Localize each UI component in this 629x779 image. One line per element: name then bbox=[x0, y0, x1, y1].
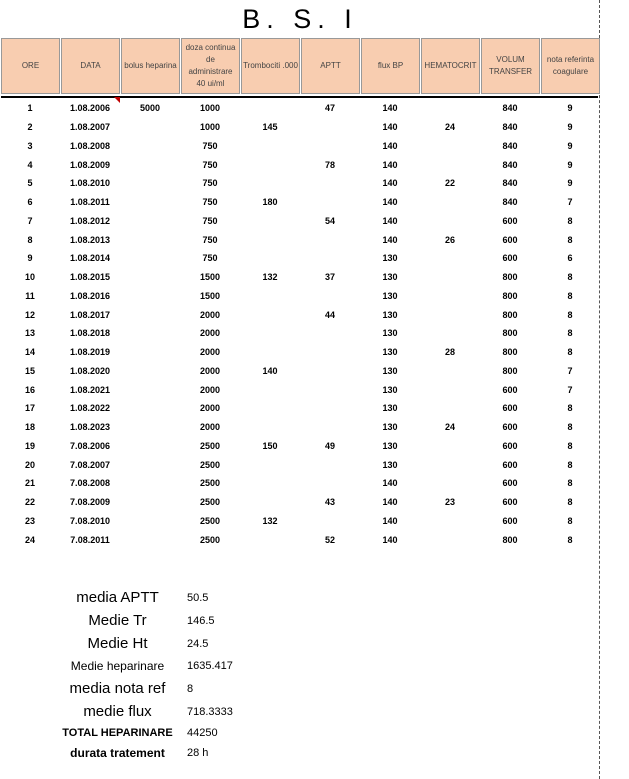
stat-value[interactable]: 44250 bbox=[187, 727, 218, 739]
cell-doza[interactable]: 2500 bbox=[199, 497, 221, 508]
cell-aptt[interactable]: 78 bbox=[324, 159, 335, 170]
cell-volum[interactable]: 600 bbox=[502, 497, 518, 508]
cell-nota[interactable]: 7 bbox=[567, 365, 573, 376]
hdr-flux[interactable]: flux BP bbox=[361, 38, 420, 94]
cell-volum[interactable]: 600 bbox=[502, 253, 518, 264]
cell-data[interactable]: 7.08.2010 bbox=[69, 515, 111, 526]
stat-value[interactable]: 1635.417 bbox=[187, 660, 233, 672]
cell-volum[interactable]: 840 bbox=[502, 178, 518, 189]
stat-row bbox=[50, 632, 250, 655]
cell-ore[interactable]: 21 bbox=[24, 478, 35, 489]
cell-flux[interactable]: 140 bbox=[382, 534, 398, 545]
stat-row bbox=[50, 609, 250, 632]
cell-flux[interactable]: 130 bbox=[382, 253, 398, 264]
cell-ore[interactable]: 6 bbox=[27, 197, 33, 208]
stat-row bbox=[50, 586, 250, 609]
stat-label: Medie Ht bbox=[87, 635, 148, 652]
cell-doza[interactable]: 2500 bbox=[199, 440, 221, 451]
cell-data[interactable]: 1.08.2022 bbox=[69, 403, 111, 414]
cell-flux[interactable]: 140 bbox=[382, 234, 398, 245]
stat-value[interactable]: 28 h bbox=[187, 747, 209, 759]
cell-doza[interactable]: 750 bbox=[202, 253, 218, 264]
cell-data[interactable]: 1.08.2007 bbox=[69, 122, 111, 133]
table-row bbox=[0, 230, 600, 249]
cell-volum[interactable]: 840 bbox=[502, 140, 518, 151]
cell-doza[interactable]: 1500 bbox=[199, 272, 221, 283]
cell-nota[interactable]: 8 bbox=[567, 497, 573, 508]
cell-flux[interactable]: 130 bbox=[382, 365, 398, 376]
table-row bbox=[0, 212, 600, 231]
table-row bbox=[0, 174, 600, 193]
stat-row bbox=[50, 677, 250, 700]
stat-label: media nota ref bbox=[69, 680, 166, 697]
cell-aptt[interactable]: 44 bbox=[324, 309, 335, 320]
cell-flux[interactable]: 130 bbox=[382, 347, 398, 358]
cell-flux[interactable]: 130 bbox=[382, 440, 398, 451]
data-table bbox=[0, 99, 600, 549]
cell-data[interactable]: 7.08.2009 bbox=[69, 497, 111, 508]
hdr-ore[interactable]: ORE bbox=[1, 38, 60, 94]
sheet-title: B. S. I bbox=[242, 4, 358, 34]
cell-data[interactable]: 1.08.2023 bbox=[69, 422, 111, 433]
cell-nota[interactable]: 8 bbox=[567, 272, 573, 283]
hdr-trombociti[interactable]: Trombociti .000 bbox=[241, 38, 300, 94]
table-row bbox=[0, 418, 600, 437]
cell-doza[interactable]: 2000 bbox=[199, 403, 221, 414]
cell-volum[interactable]: 600 bbox=[502, 422, 518, 433]
cell-data[interactable]: 7.08.2008 bbox=[69, 478, 111, 489]
cell-nota[interactable]: 8 bbox=[567, 215, 573, 226]
cell-volum[interactable]: 840 bbox=[502, 159, 518, 170]
cell-data[interactable]: 7.08.2006 bbox=[69, 440, 111, 451]
cell-doza[interactable]: 2000 bbox=[199, 384, 221, 395]
cell-doza[interactable]: 2500 bbox=[199, 515, 221, 526]
table-row bbox=[0, 137, 600, 156]
cell-data[interactable]: 1.08.2017 bbox=[69, 309, 111, 320]
cell-hematocrit[interactable]: 26 bbox=[444, 234, 455, 245]
cell-doza[interactable]: 2000 bbox=[199, 422, 221, 433]
cell-doza[interactable]: 2000 bbox=[199, 347, 221, 358]
cell-nota[interactable]: 8 bbox=[567, 309, 573, 320]
cell-data[interactable]: 1.08.2016 bbox=[69, 290, 111, 301]
cell-nota[interactable]: 8 bbox=[567, 422, 573, 433]
cell-nota[interactable]: 8 bbox=[567, 440, 573, 451]
cell-ore[interactable]: 23 bbox=[24, 515, 35, 526]
cell-hematocrit[interactable]: 23 bbox=[444, 497, 455, 508]
cell-doza[interactable]: 750 bbox=[202, 197, 218, 208]
hdr-doza[interactable]: doza continua de administrare 40 ui/ml bbox=[181, 38, 240, 94]
cell-ore[interactable]: 22 bbox=[24, 497, 35, 508]
table-row bbox=[0, 362, 600, 381]
table-row bbox=[0, 193, 600, 212]
cell-flux[interactable]: 140 bbox=[382, 178, 398, 189]
cell-aptt[interactable]: 47 bbox=[324, 103, 335, 114]
cell-doza[interactable]: 1000 bbox=[199, 122, 221, 133]
cell-volum[interactable]: 600 bbox=[502, 440, 518, 451]
hdr-volum[interactable]: VOLUM TRANSFER bbox=[481, 38, 540, 94]
cell-flux[interactable]: 130 bbox=[382, 384, 398, 395]
cell-volum[interactable]: 800 bbox=[502, 328, 518, 339]
table-row bbox=[0, 305, 600, 324]
cell-flux[interactable]: 140 bbox=[382, 497, 398, 508]
cell-nota[interactable]: 9 bbox=[567, 178, 573, 189]
cell-data[interactable]: 1.08.2018 bbox=[69, 328, 111, 339]
cell-flux[interactable]: 140 bbox=[382, 103, 398, 114]
cell-nota[interactable]: 9 bbox=[567, 103, 573, 114]
cell-flux[interactable]: 140 bbox=[382, 478, 398, 489]
cell-nota[interactable]: 8 bbox=[567, 328, 573, 339]
table-row bbox=[0, 455, 600, 474]
cell-aptt[interactable]: 43 bbox=[324, 497, 335, 508]
cell-flux[interactable]: 130 bbox=[382, 272, 398, 283]
stat-row bbox=[50, 743, 250, 763]
cell-doza[interactable]: 2000 bbox=[199, 328, 221, 339]
cell-flux[interactable]: 130 bbox=[382, 290, 398, 301]
table-row bbox=[0, 530, 600, 549]
table-row bbox=[0, 268, 600, 287]
cell-data[interactable]: 1.08.2011 bbox=[70, 197, 110, 208]
cell-hematocrit[interactable]: 24 bbox=[444, 122, 455, 133]
hdr-nota[interactable]: nota referinta coagulare bbox=[541, 38, 600, 94]
cell-trombociti[interactable]: 132 bbox=[262, 515, 278, 526]
cell-bolus[interactable]: 5000 bbox=[139, 103, 161, 114]
summary-stats bbox=[50, 586, 250, 763]
table-row bbox=[0, 249, 600, 268]
cell-data[interactable]: 1.08.2013 bbox=[69, 234, 111, 245]
cell-hematocrit[interactable]: 22 bbox=[444, 178, 455, 189]
cell-volum[interactable]: 800 bbox=[502, 290, 518, 301]
cell-data[interactable]: 1.08.2020 bbox=[69, 365, 111, 376]
cell-ore[interactable]: 5 bbox=[27, 178, 33, 189]
stat-label: durata tratement bbox=[70, 746, 165, 760]
cell-volum[interactable]: 800 bbox=[502, 365, 518, 376]
table-row bbox=[0, 343, 600, 362]
table-row bbox=[0, 437, 600, 456]
cell-hematocrit[interactable]: 24 bbox=[444, 422, 455, 433]
cell-volum[interactable]: 800 bbox=[502, 347, 518, 358]
stat-label: Medie heparinare bbox=[70, 659, 165, 673]
cell-ore[interactable]: 19 bbox=[24, 440, 35, 451]
cell-data[interactable]: 7.08.2007 bbox=[69, 459, 111, 470]
cell-flux[interactable]: 130 bbox=[382, 328, 398, 339]
cell-ore[interactable]: 3 bbox=[27, 140, 33, 151]
cell-volum[interactable]: 600 bbox=[502, 384, 518, 395]
table-row bbox=[0, 324, 600, 343]
cell-ore[interactable]: 4 bbox=[27, 159, 33, 170]
stat-row bbox=[50, 723, 250, 743]
cell-nota[interactable]: 9 bbox=[567, 122, 573, 133]
table-row bbox=[0, 99, 600, 118]
stat-label: media APTT bbox=[76, 589, 159, 606]
cell-ore[interactable]: 18 bbox=[24, 422, 35, 433]
cell-flux[interactable]: 140 bbox=[382, 515, 398, 526]
cell-doza[interactable]: 1000 bbox=[199, 103, 221, 114]
cell-flux[interactable]: 140 bbox=[382, 215, 398, 226]
cell-data[interactable]: 1.08.2008 bbox=[69, 140, 111, 151]
table-row bbox=[0, 287, 600, 306]
cell-volum[interactable]: 600 bbox=[502, 215, 518, 226]
cell-doza[interactable]: 750 bbox=[202, 140, 218, 151]
stat-label: medie flux bbox=[83, 703, 152, 720]
cell-flux[interactable]: 140 bbox=[382, 140, 398, 151]
cell-nota[interactable]: 9 bbox=[567, 159, 573, 170]
cell-nota[interactable]: 8 bbox=[567, 403, 573, 414]
cell-ore[interactable]: 24 bbox=[24, 534, 35, 545]
cell-trombociti[interactable]: 150 bbox=[262, 440, 278, 451]
cell-ore[interactable]: 8 bbox=[27, 234, 33, 245]
cell-volum[interactable]: 600 bbox=[502, 403, 518, 414]
cell-nota[interactable]: 8 bbox=[567, 234, 573, 245]
cell-volum[interactable]: 600 bbox=[502, 478, 518, 489]
cell-volum[interactable]: 800 bbox=[502, 534, 518, 545]
cell-nota[interactable]: 8 bbox=[567, 478, 573, 489]
cell-trombociti[interactable]: 180 bbox=[262, 197, 278, 208]
stat-value[interactable]: 718.3333 bbox=[187, 705, 233, 718]
table-row bbox=[0, 380, 600, 399]
cell-doza[interactable]: 750 bbox=[202, 159, 218, 170]
cell-aptt[interactable]: 54 bbox=[324, 215, 335, 226]
cell-data[interactable]: 1.08.2014 bbox=[69, 253, 111, 264]
table-row bbox=[0, 118, 600, 137]
cell-volum[interactable]: 840 bbox=[502, 122, 518, 133]
cell-ore[interactable]: 1 bbox=[27, 103, 33, 114]
cell-flux[interactable]: 130 bbox=[382, 403, 398, 414]
cell-volum[interactable]: 840 bbox=[502, 103, 518, 114]
cell-flux[interactable]: 130 bbox=[382, 309, 398, 320]
cell-doza[interactable]: 750 bbox=[202, 234, 218, 245]
cell-data[interactable]: 1.08.2021 bbox=[69, 384, 111, 395]
cell-trombociti[interactable]: 132 bbox=[262, 272, 278, 283]
cell-nota[interactable]: 7 bbox=[567, 384, 573, 395]
cell-volum[interactable]: 600 bbox=[502, 515, 518, 526]
cell-ore[interactable]: 2 bbox=[27, 122, 33, 133]
cell-data[interactable]: 1.08.2010 bbox=[69, 178, 111, 189]
cell-doza[interactable]: 750 bbox=[202, 215, 218, 226]
cell-ore[interactable]: 7 bbox=[27, 215, 33, 226]
cell-volum[interactable]: 600 bbox=[502, 459, 518, 470]
cell-doza[interactable]: 1500 bbox=[199, 290, 221, 301]
cell-nota[interactable]: 9 bbox=[567, 140, 573, 151]
cell-volum[interactable]: 600 bbox=[502, 234, 518, 245]
cell-aptt[interactable]: 49 bbox=[324, 440, 335, 451]
cell-data[interactable]: 1.08.2015 bbox=[69, 272, 111, 283]
cell-ore[interactable]: 17 bbox=[24, 403, 35, 414]
cell-doza[interactable]: 2000 bbox=[199, 309, 221, 320]
cell-volum[interactable]: 800 bbox=[502, 272, 518, 283]
cell-data[interactable]: 1.08.2009 bbox=[69, 159, 111, 170]
hdr-bolus[interactable]: bolus heparina bbox=[121, 38, 180, 94]
stat-value[interactable]: 24.5 bbox=[187, 637, 209, 650]
cell-nota[interactable]: 6 bbox=[567, 253, 573, 264]
cell-hematocrit[interactable]: 28 bbox=[444, 347, 455, 358]
cell-ore[interactable]: 11 bbox=[25, 290, 35, 301]
cell-doza[interactable]: 2500 bbox=[199, 534, 221, 545]
cell-data[interactable]: 7.08.2011 bbox=[70, 534, 110, 545]
table-row bbox=[0, 512, 600, 531]
cell-ore[interactable]: 12 bbox=[24, 309, 35, 320]
cell-ore[interactable]: 15 bbox=[24, 365, 35, 376]
cell-data[interactable]: 1.08.2006 bbox=[69, 103, 111, 114]
cell-doza[interactable]: 2000 bbox=[199, 365, 221, 376]
cell-trombociti[interactable]: 140 bbox=[262, 365, 278, 376]
cell-trombociti[interactable]: 145 bbox=[262, 122, 278, 133]
cell-flux[interactable]: 130 bbox=[382, 459, 398, 470]
cell-nota[interactable]: 8 bbox=[567, 534, 573, 545]
cell-ore[interactable]: 20 bbox=[24, 459, 35, 470]
stat-row bbox=[50, 655, 250, 677]
cell-flux[interactable]: 140 bbox=[382, 197, 398, 208]
hdr-data[interactable]: DATA bbox=[61, 38, 120, 94]
cell-nota[interactable]: 7 bbox=[567, 197, 573, 208]
hdr-hematocrit[interactable]: HEMATOCRIT bbox=[421, 38, 480, 94]
stat-row bbox=[50, 700, 250, 723]
table-row bbox=[0, 399, 600, 418]
cell-data[interactable]: 1.08.2012 bbox=[69, 215, 111, 226]
cell-ore[interactable]: 9 bbox=[27, 253, 33, 264]
table-row bbox=[0, 155, 600, 174]
cell-flux[interactable]: 130 bbox=[382, 422, 398, 433]
cell-ore[interactable]: 16 bbox=[24, 384, 35, 395]
cell-nota[interactable]: 8 bbox=[567, 347, 573, 358]
table-row bbox=[0, 493, 600, 512]
stat-label: TOTAL HEPARINARE bbox=[62, 727, 173, 739]
cell-nota[interactable]: 8 bbox=[567, 290, 573, 301]
table-row bbox=[0, 474, 600, 493]
cell-doza[interactable]: 750 bbox=[202, 178, 218, 189]
cell-doza[interactable]: 2500 bbox=[199, 478, 221, 489]
cell-ore[interactable]: 13 bbox=[24, 328, 35, 339]
cell-doza[interactable]: 2500 bbox=[199, 459, 221, 470]
hdr-aptt[interactable]: APTT bbox=[301, 38, 360, 94]
cell-volum[interactable]: 800 bbox=[502, 309, 518, 320]
cell-aptt[interactable]: 37 bbox=[324, 272, 335, 283]
stat-label: Medie Tr bbox=[88, 612, 147, 629]
cell-ore[interactable]: 10 bbox=[24, 272, 35, 283]
stat-value[interactable]: 146.5 bbox=[187, 614, 215, 627]
cell-volum[interactable]: 840 bbox=[502, 197, 518, 208]
cell-aptt[interactable]: 52 bbox=[324, 534, 335, 545]
cell-data[interactable]: 1.08.2019 bbox=[69, 347, 111, 358]
cell-nota[interactable]: 8 bbox=[567, 515, 573, 526]
cell-ore[interactable]: 14 bbox=[24, 347, 35, 358]
stat-value[interactable]: 8 bbox=[187, 682, 194, 695]
stat-value[interactable]: 50.5 bbox=[187, 591, 209, 604]
table-header bbox=[1, 38, 598, 98]
cell-nota[interactable]: 8 bbox=[567, 459, 573, 470]
cell-flux[interactable]: 140 bbox=[382, 122, 398, 133]
cell-flux[interactable]: 140 bbox=[382, 159, 398, 170]
